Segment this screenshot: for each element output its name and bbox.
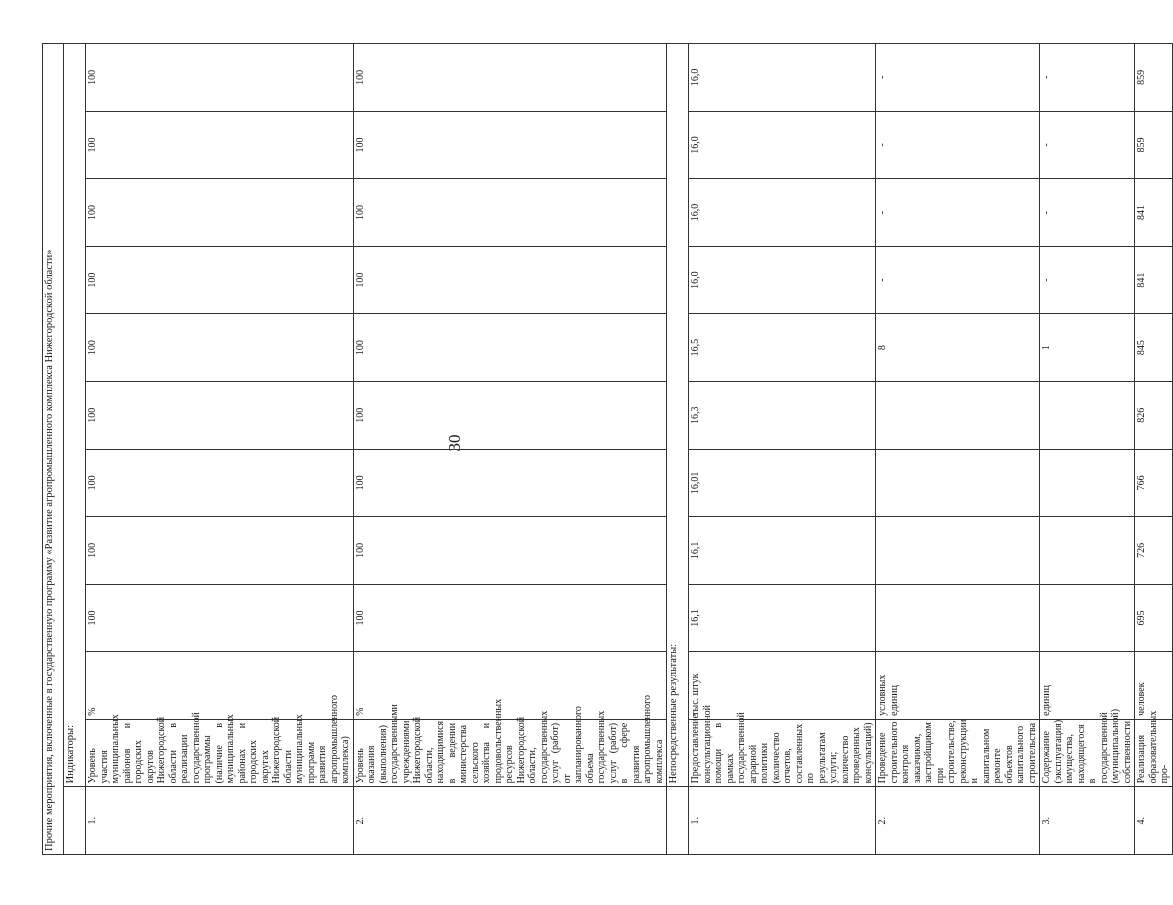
- row-value: 8: [876, 314, 1040, 382]
- row-description: Предоставление консультационной помощи в рамках государственной аграрной политики (количество отчетов, составленных по результатам услуги; количество проведенных консультаций): [689, 719, 876, 787]
- row-unit: условных единиц: [876, 652, 1040, 720]
- row-value: -: [876, 111, 1040, 179]
- table-row: [876, 44, 1040, 855]
- row-value: 841: [1135, 246, 1173, 314]
- row-value: 859: [1135, 44, 1173, 112]
- rotated-table-container: [42, 43, 1170, 855]
- row-unit: единиц: [1040, 652, 1135, 720]
- section-title: Непосредственные результаты:: [667, 44, 689, 787]
- table-header-row: [43, 44, 64, 855]
- row-value: 100: [86, 246, 354, 314]
- row-value: 100: [353, 517, 667, 585]
- table-row: [1135, 44, 1173, 855]
- row-value: 100: [86, 179, 354, 247]
- row-value: 100: [353, 584, 667, 652]
- row-description: Проведение строительного контроля заказчиком, застройщиком при строительстве, реконструкции и капитальном ремонте объектов капитального строительства: [876, 719, 1040, 787]
- row-number: 2.: [876, 787, 1040, 855]
- row-value: [876, 584, 1040, 652]
- row-value: 100: [86, 381, 354, 449]
- row-value: 841: [1135, 179, 1173, 247]
- row-value: -: [876, 179, 1040, 247]
- row-unit: %: [353, 652, 667, 720]
- row-value: -: [1040, 44, 1135, 112]
- row-value: 16,01: [689, 449, 876, 517]
- row-value: 100: [353, 381, 667, 449]
- row-value: [1040, 449, 1135, 517]
- section-title: Индикаторы:: [64, 44, 86, 787]
- table-row: [689, 44, 876, 855]
- program-table: [42, 43, 1173, 855]
- row-value: 16,0: [689, 44, 876, 112]
- row-value: 16,3: [689, 381, 876, 449]
- row-value: 1: [1040, 314, 1135, 382]
- section-row: [667, 44, 689, 855]
- row-value: [1040, 584, 1135, 652]
- row-value: 845: [1135, 314, 1173, 382]
- row-value: 16,5: [689, 314, 876, 382]
- row-value: 16,0: [689, 111, 876, 179]
- row-value: 16,1: [689, 517, 876, 585]
- row-description: Уровень участия муниципальных районов и городских округов Нижегородской области в реализации государственной программы (наличие в муниципальных районах и городских округах Нижегородской области муниципальных программ развития агропромышленного комплекса): [86, 719, 354, 787]
- row-value: 859: [1135, 111, 1173, 179]
- row-value: -: [876, 44, 1040, 112]
- row-value: [876, 381, 1040, 449]
- row-number: 1.: [689, 787, 876, 855]
- row-value: 100: [86, 314, 354, 382]
- row-value: 100: [353, 44, 667, 112]
- row-value: 100: [353, 314, 667, 382]
- row-value: 100: [353, 111, 667, 179]
- row-description: Содержание (эксплуатация) имущества, находящегося в государственной (муниципальной) собственности: [1040, 719, 1135, 787]
- row-value: -: [1040, 179, 1135, 247]
- row-value: 100: [86, 449, 354, 517]
- table-header: Прочие мероприятия, включенные в государственную программу «Развитие агропромышленного комплекса Нижегородской области»: [43, 44, 64, 855]
- row-value: -: [1040, 246, 1135, 314]
- row-description: Уровень оказания (выполнения) государственными учреждениями Нижегородской области, находящимися в ведении министерства сельского хозяйства и продовольственных ресурсов Нижегородской области, государственных услуг (работ) от запланированного объема государственных услуг (работ) в сфере развития агропромышленного комплекса: [353, 719, 667, 787]
- row-value: [876, 449, 1040, 517]
- row-value: 16,1: [689, 584, 876, 652]
- row-value: 100: [86, 584, 354, 652]
- row-value: [876, 517, 1040, 585]
- row-unit: человек: [1135, 652, 1173, 720]
- row-number: 3.: [1040, 787, 1135, 855]
- row-unit: %: [86, 652, 354, 720]
- table-row: [353, 44, 667, 855]
- row-value: 100: [86, 517, 354, 585]
- row-value: [1040, 381, 1135, 449]
- row-value: 100: [353, 246, 667, 314]
- row-value: 100: [353, 179, 667, 247]
- table-row: [1040, 44, 1135, 855]
- row-value: -: [876, 246, 1040, 314]
- row-value: 826: [1135, 381, 1173, 449]
- page-number: 30: [445, 434, 464, 452]
- row-value: 726: [1135, 517, 1173, 585]
- row-value: 100: [86, 44, 354, 112]
- row-number: 1.: [86, 787, 354, 855]
- row-value: 695: [1135, 584, 1173, 652]
- row-number: 4.: [1135, 787, 1173, 855]
- table-row: [86, 44, 354, 855]
- row-value: 16,0: [689, 246, 876, 314]
- row-value: 100: [353, 449, 667, 517]
- row-description: Реализация образовательных про-: [1135, 719, 1173, 787]
- row-value: [1040, 517, 1135, 585]
- row-value: 766: [1135, 449, 1173, 517]
- row-value: -: [1040, 111, 1135, 179]
- row-number: 2.: [353, 787, 667, 855]
- row-value: 100: [86, 111, 354, 179]
- section-row: [64, 44, 86, 855]
- row-unit: тыс. штук: [689, 652, 876, 720]
- row-value: 16,0: [689, 179, 876, 247]
